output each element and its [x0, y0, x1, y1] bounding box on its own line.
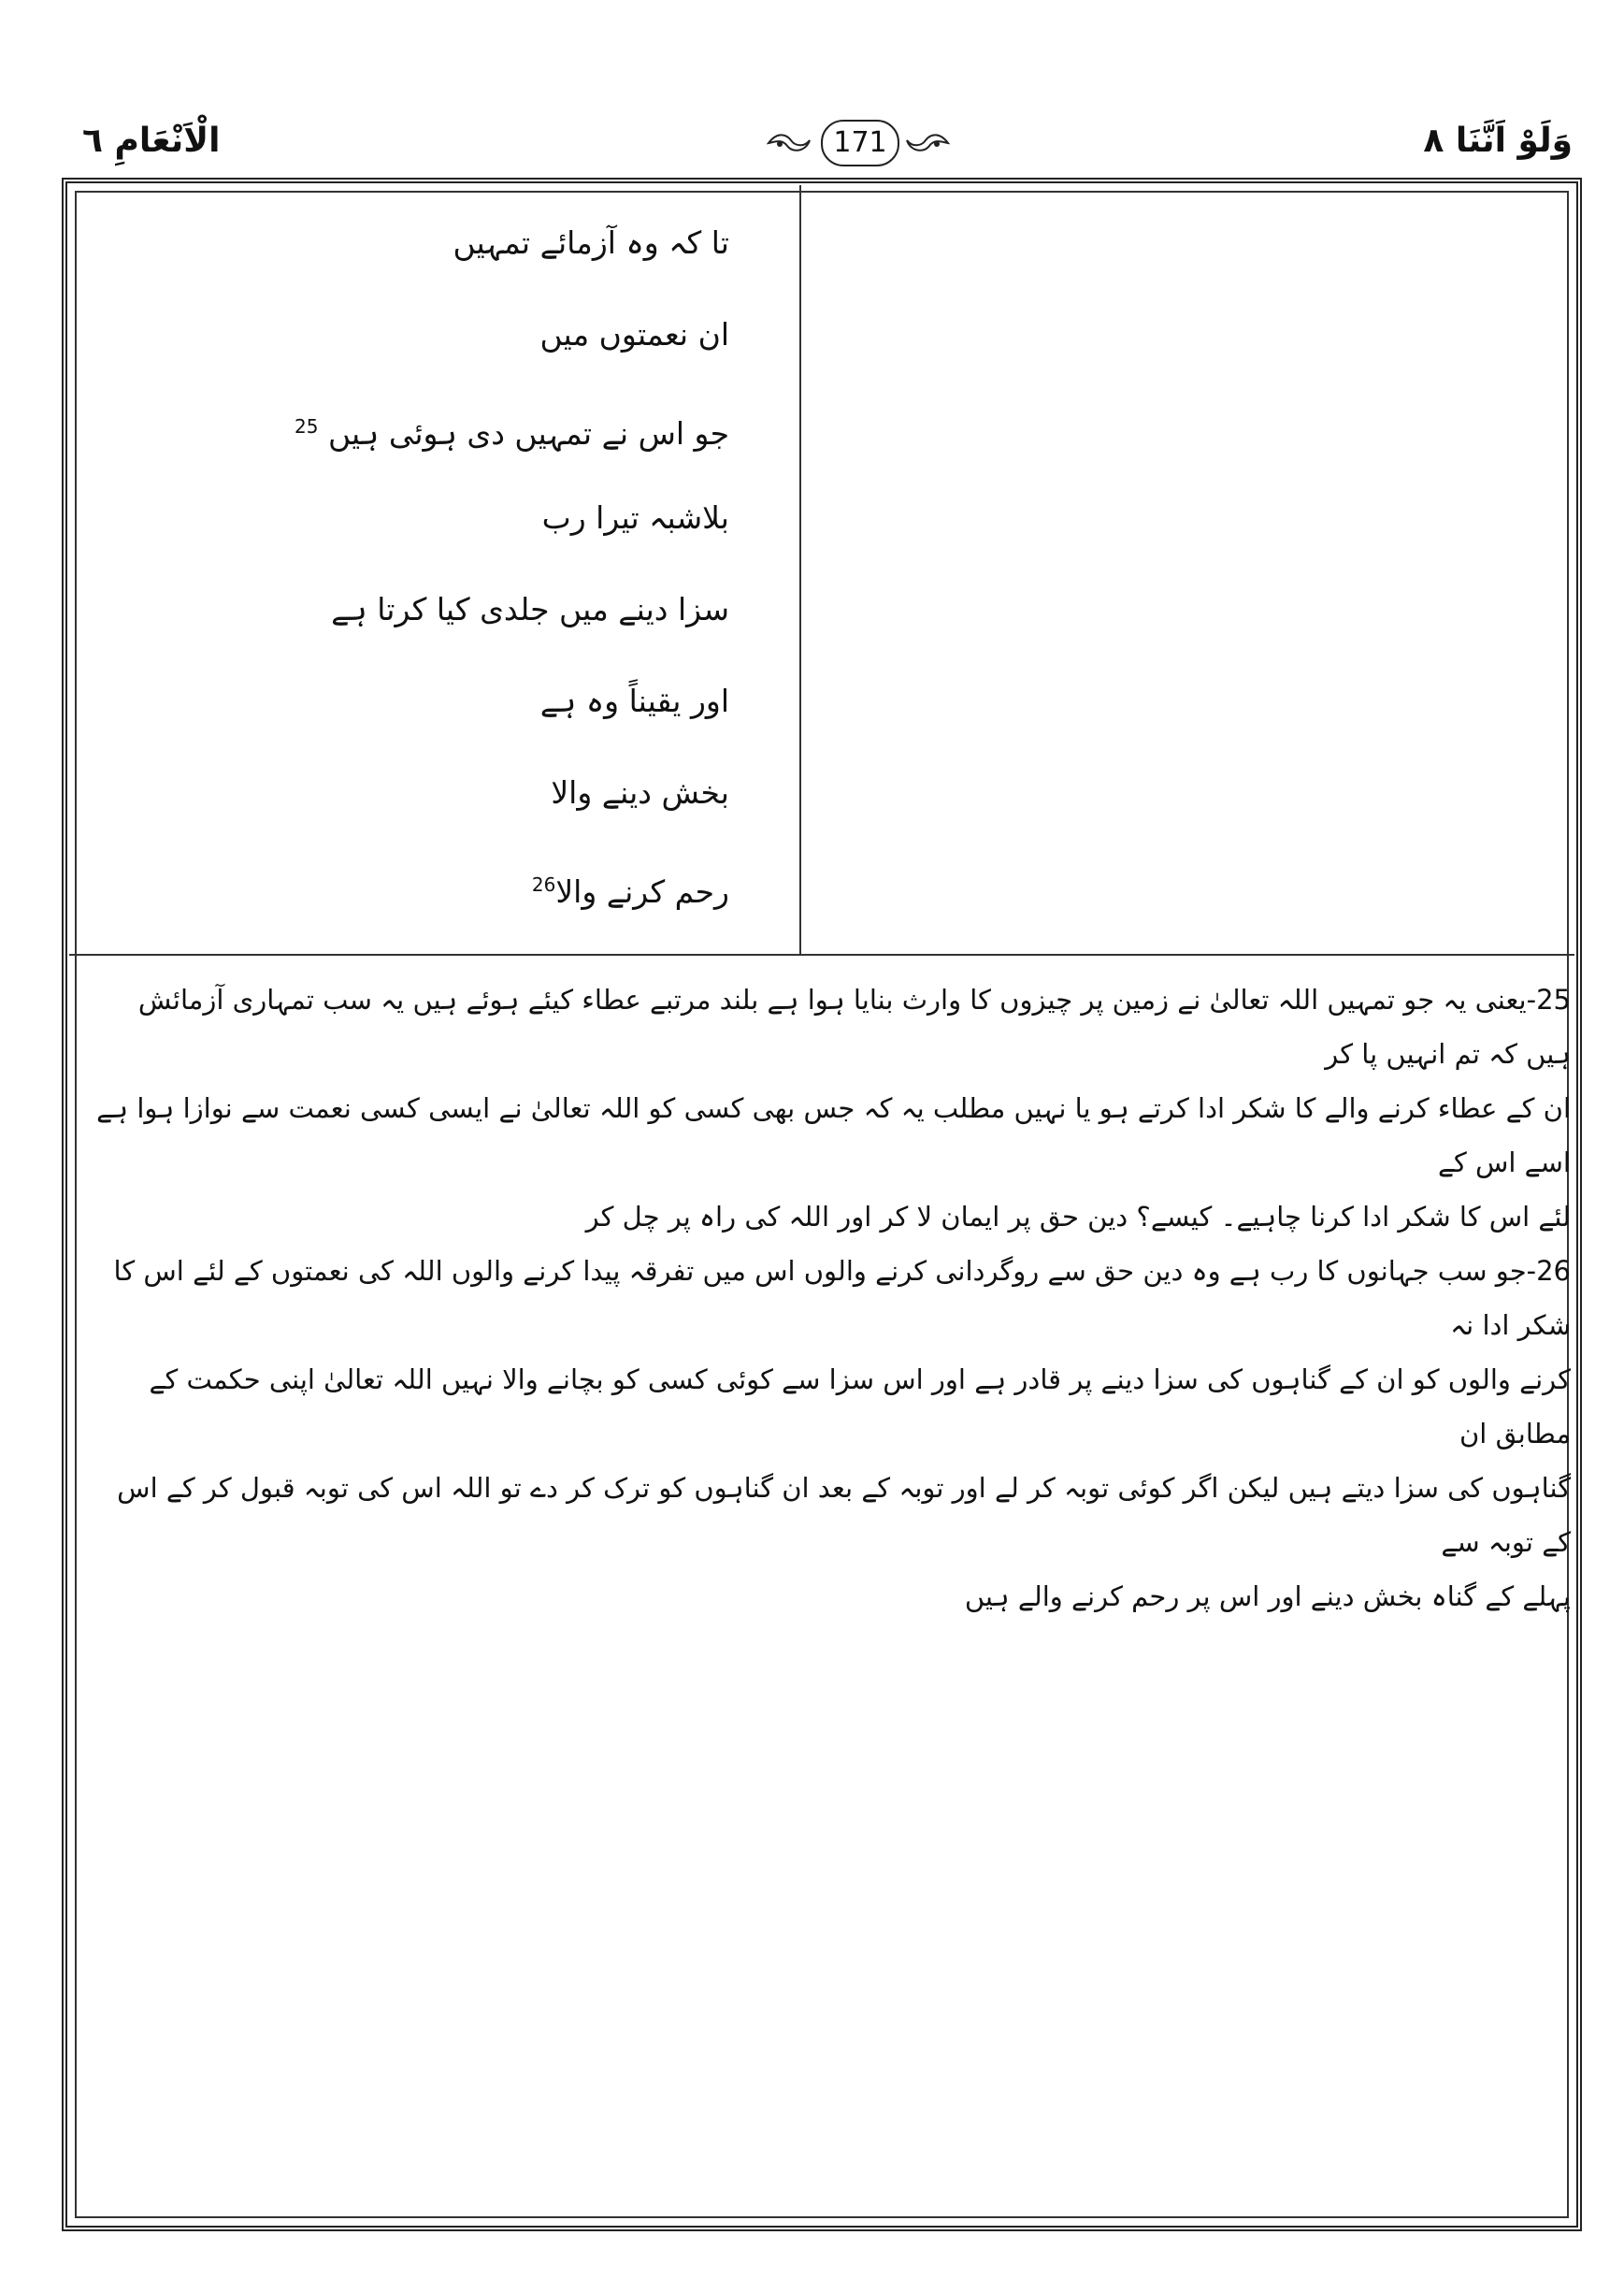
page-header	[64, 103, 1582, 178]
verse-line: سزا دینے میں جلدی کیا کرتا ہے	[331, 591, 729, 627]
verse-line: رحم کرنے والا$^{26}$	[531, 873, 729, 910]
footnote-line: ان کے عطاء کرنے والے کا شکر ادا کرتے ہو یا نہیں مطلب یہ کہ جس بھی کسی کو اللہ تعالیٰ نے ایسی کسی نعمت سے نوازا ہوا ہے اسے اس کے	[96, 1092, 1571, 1178]
footnote-line: 25-یعنی یہ جو تمہیں اللہ تعالیٰ نے زمین پر چیزوں کا وارث بنایا ہوا ہے بلند مرتبے عطاء کیئے ہوئے ہیں یہ سب تمہاری آزمائش ہیں کہ تم انہیں پا کر	[137, 984, 1571, 1070]
page-number: 171	[821, 120, 899, 166]
footnote	[93, 973, 1571, 1244]
ornament-right-icon	[905, 133, 950, 153]
footnote-line: پہلے کے گناہ بخش دینے اور اس پر رحم کرنے والے ہیں	[964, 1580, 1571, 1612]
verse-line: تا کہ وہ آزمائے تمہیں	[453, 224, 729, 261]
footnote-number: 25	[1536, 984, 1571, 1016]
footnote	[93, 1244, 1571, 1623]
translation-column	[112, 215, 729, 948]
footnote-line: کرنے والوں کو ان کے گناہوں کی سزا دینے پر قادر ہے اور اس سزا سے کوئی کسی کو بچانے والا نہیں اللہ تعالیٰ اپنی حکمت کے مطابق ان	[149, 1363, 1571, 1449]
ornament-left-icon	[767, 133, 812, 153]
column-divider	[799, 185, 801, 954]
verse-line: ان نعمتوں میں	[539, 316, 729, 353]
footnote-divider	[69, 954, 1574, 956]
footnote-ref: 25	[294, 415, 319, 438]
footnote-line: لئے اس کا شکر ادا کرنا چاہیے۔ کیسے؟ دین حق پر ایمان لا کر اور اللہ کی راہ پر چل کر	[585, 1201, 1571, 1233]
verse-line: بخش دینے والا	[551, 774, 729, 811]
footnote-number: 26	[1536, 1255, 1571, 1287]
para-title: وَلَوْ اَنَّنَا ٨	[1423, 122, 1573, 160]
verse-line: جو اس نے تمہیں دی ہوئی ہیں $^{25}$	[294, 415, 729, 452]
footnote-line: 26-جو سب جہانوں کا رب ہے وہ دین حق سے روگردانی کرنے والوں اس میں تفرقہ پیدا کرنے والوں اللہ کی نعمتوں کے لئے اس کا شکر ادا نہ	[113, 1255, 1571, 1341]
verse-line: اور یقیناً وہ ہے	[539, 683, 729, 719]
verse-line: بلاشبہ تیرا رب	[541, 499, 729, 536]
footnote-ref: 26	[531, 873, 556, 896]
footnotes-section	[93, 973, 1571, 1623]
surah-title: الْاَنْعَامِ ٦	[82, 122, 221, 160]
page-number-badge	[767, 116, 950, 172]
footnote-line: گناہوں کی سزا دیتے ہیں لیکن اگر کوئی توبہ کر لے اور توبہ کے بعد ان گناہوں کو ترک کر دے تو اللہ اس کی توبہ قبول کر کے اس کے توبہ سے	[117, 1472, 1571, 1558]
